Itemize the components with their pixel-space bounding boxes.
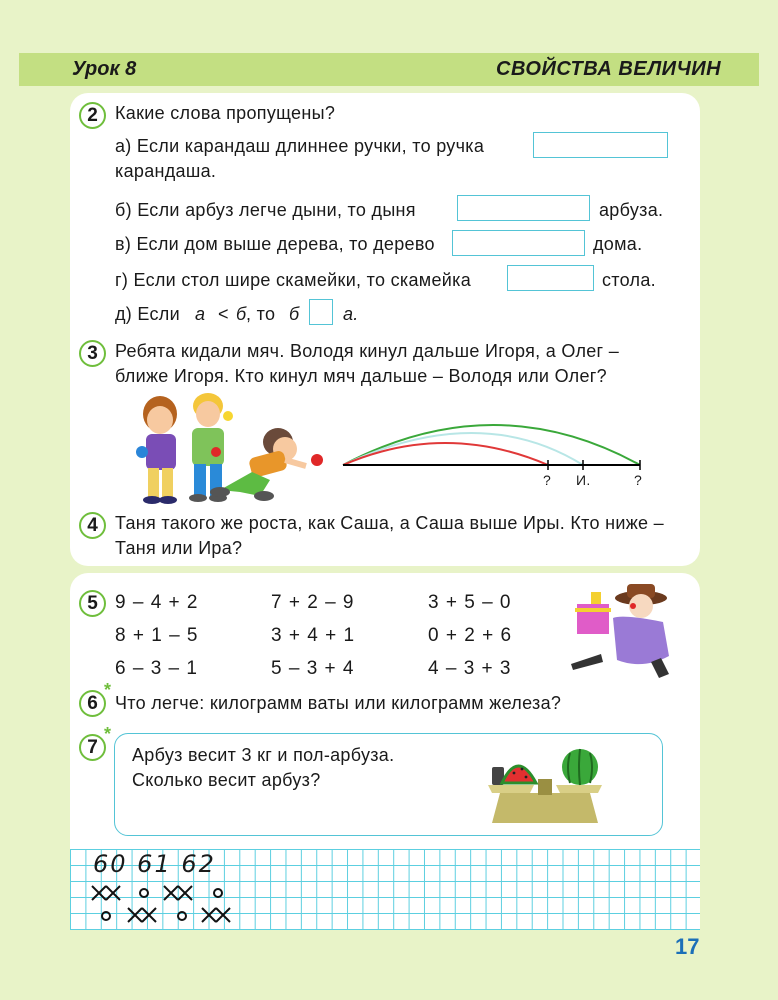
task-2b-text-end: арбуза. <box>599 200 664 220</box>
lesson-number: Урок 8 <box>72 58 137 80</box>
handwritten-digits: 60 61 62 <box>93 850 216 878</box>
expr-col1-row2: 8 + 1 – 5 <box>115 625 199 646</box>
task-2a-answer-box[interactable] <box>533 132 668 158</box>
task-2c-text: в) Если дом выше дерева, то дерево <box>115 234 435 254</box>
scales-with-watermelons-illustration <box>480 743 610 828</box>
expr-col2-row1: 7 + 2 – 9 <box>271 592 355 613</box>
task-3-number: 3 <box>79 340 106 367</box>
task-2c-text-end: дома. <box>593 234 643 254</box>
expr-col3-row2: 0 + 2 + 6 <box>428 625 513 646</box>
task-2e-var-b2: б <box>289 304 300 324</box>
task-2e-less-than: < <box>218 304 229 324</box>
task-6-number: 6 <box>79 690 106 717</box>
task-6-star: * <box>104 680 112 700</box>
task-7-line2: Сколько весит арбуз? <box>132 770 321 790</box>
task-7-number: 7 <box>79 734 106 761</box>
expr-col3-row3: 4 – 3 + 3 <box>428 658 512 679</box>
trajectory-mark-1: ? <box>543 472 552 488</box>
task-2d-text-end: стола. <box>602 270 656 290</box>
trajectory-volodya <box>343 425 640 465</box>
lesson-title: СВОЙСТВА ВЕЛИЧИН <box>496 58 722 80</box>
task-4-number: 4 <box>79 512 106 539</box>
task-6-text: Что легче: килограмм ваты или килограмм железа? <box>115 693 562 713</box>
task-2-number: 2 <box>79 102 106 129</box>
clown-with-gift-illustration <box>563 578 683 680</box>
trajectory-mark-2: И. <box>576 472 591 488</box>
ball-trajectory-diagram <box>335 405 670 487</box>
task-5-number: 5 <box>79 590 106 617</box>
boy-2-figure <box>189 393 233 502</box>
task-2e-answer-box[interactable] <box>309 299 333 325</box>
task-2b-text: б) Если арбуз легче дыни, то дыня <box>115 200 416 220</box>
pattern-crosses-circles <box>88 882 248 928</box>
task-2a-text: а) Если карандаш длиннее ручки, то ручка <box>115 136 485 156</box>
expr-col1-row3: 6 – 3 – 1 <box>115 658 198 679</box>
trajectory-mark-3: ? <box>634 472 643 488</box>
task-2c-answer-box[interactable] <box>452 230 585 256</box>
trajectory-oleg <box>343 443 548 465</box>
boy-1-figure <box>136 396 177 504</box>
boy-3-figure <box>210 428 323 501</box>
task-2d-text: г) Если стол шире скамейки, то скамейка <box>115 270 472 290</box>
task-2e-text-mid: , то <box>246 304 276 324</box>
boys-throwing-ball-illustration <box>120 392 335 508</box>
expr-col1-row1: 9 – 4 + 2 <box>115 592 199 613</box>
expr-col2-row3: 5 – 3 + 4 <box>271 658 355 679</box>
task-2e-var-b: б <box>236 304 247 324</box>
task-3-line1: Ребята кидали мяч. Володя кинул дальше Игоря, а Олег – <box>115 341 620 361</box>
task-2e-var-a: а <box>195 304 206 324</box>
expr-col2-row2: 3 + 4 + 1 <box>271 625 356 646</box>
task-2a-text-end: карандаша. <box>115 161 217 181</box>
task-2d-answer-box[interactable] <box>507 265 594 291</box>
task-7-line1: Арбуз весит 3 кг и пол-арбуза. <box>132 745 395 765</box>
task-2e-var-a2: а. <box>343 304 359 324</box>
page-number: 17 <box>675 934 700 959</box>
task-2-question: Какие слова пропущены? <box>115 103 336 123</box>
task-3-line2: ближе Игоря. Кто кинул мяч дальше – Володя или Олег? <box>115 366 607 386</box>
task-7-star: * <box>104 724 112 744</box>
task-4-line2: Таня или Ира? <box>115 538 243 558</box>
task-2e-text-start: д) Если <box>115 304 180 324</box>
expr-col3-row1: 3 + 5 – 0 <box>428 592 512 613</box>
task-4-line1: Таня такого же роста, как Саша, а Саша выше Иры. Кто ниже – <box>115 513 664 533</box>
task-2b-answer-box[interactable] <box>457 195 590 221</box>
